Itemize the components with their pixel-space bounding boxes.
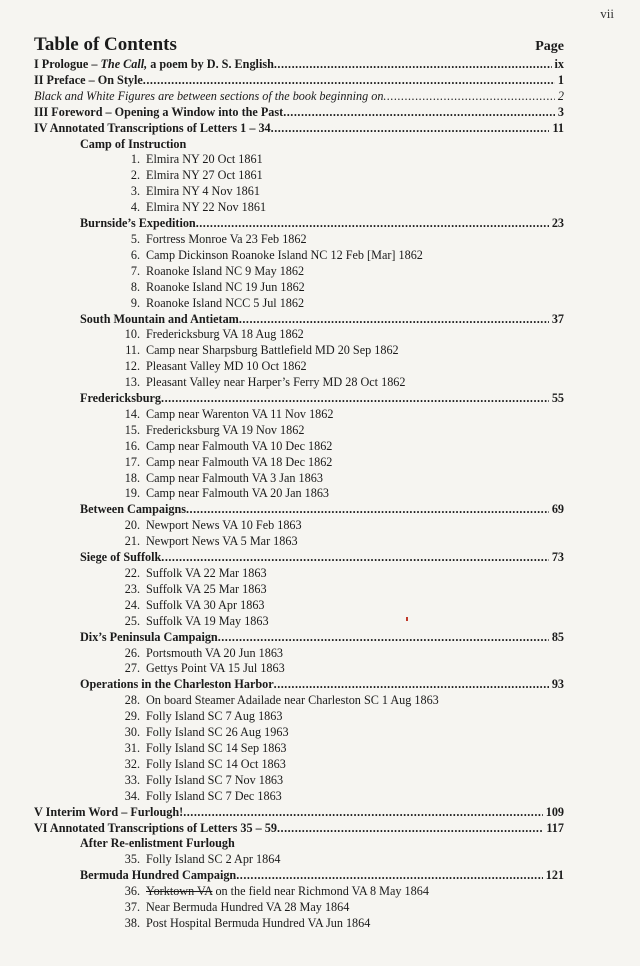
entry-title	[146, 566, 267, 582]
entry-title	[146, 884, 429, 900]
letter-entry	[34, 200, 564, 216]
entry-text: Burnside’s Expedition	[80, 216, 196, 231]
letter-number: 35.	[124, 852, 140, 867]
letter-number: 31.	[124, 740, 140, 755]
dot-leader	[161, 391, 549, 407]
letter-entry	[34, 773, 564, 789]
entry-page: 1	[557, 72, 564, 87]
entry-text: Newport News VA 5 Mar 1863	[146, 534, 298, 549]
section-entry	[34, 216, 564, 232]
entry-title	[34, 805, 183, 821]
dot-leader	[186, 502, 549, 518]
entry-text: Near Bermuda Hundred VA 28 May 1864	[146, 900, 350, 915]
entry-title	[34, 89, 383, 105]
letter-number: 37.	[124, 900, 140, 915]
entry-text: Roanoke Island NC 19 Jun 1862	[146, 279, 305, 294]
entry-page: 93	[551, 677, 564, 692]
entry-text: Gettys Point VA 15 Jul 1863	[146, 661, 285, 676]
entry-title	[80, 312, 239, 328]
chapter-entry	[34, 73, 564, 89]
letter-number: 9.	[130, 295, 140, 310]
section-entry	[34, 868, 564, 884]
entry-page: 11	[552, 120, 564, 135]
entry-text: Folly Island SC 14 Oct 1863	[146, 756, 286, 771]
letter-number: 28.	[124, 693, 140, 708]
letter-entry	[34, 280, 564, 296]
letter-entry	[34, 486, 564, 502]
entry-title	[146, 693, 439, 709]
entry-text: After Re-enlistment Furlough	[80, 836, 235, 851]
entry-title	[146, 168, 263, 184]
entry-title	[146, 280, 305, 296]
letter-number: 17.	[124, 454, 140, 469]
chapter-entry	[34, 89, 564, 105]
letter-entry	[34, 375, 564, 391]
letter-entry	[34, 439, 564, 455]
entry-text: Folly Island SC 7 Aug 1863	[146, 709, 283, 724]
dot-leader	[271, 121, 550, 137]
letter-entry	[34, 757, 564, 773]
entry-text: Pleasant Valley MD 10 Oct 1862	[146, 359, 307, 374]
entry-text: Folly Island SC 14 Sep 1863	[146, 740, 287, 755]
entry-page: ix	[554, 57, 564, 71]
entry-title-suffix: a poem by D. S. English	[147, 57, 274, 71]
letter-number: 34.	[124, 788, 140, 803]
entry-page: 23	[551, 216, 564, 231]
letter-number: 2.	[130, 168, 140, 183]
dot-leader	[143, 73, 555, 89]
entry-text: Roanoke Island NCC 5 Jul 1862	[146, 295, 305, 310]
entry-title	[146, 646, 283, 662]
letter-entry	[34, 582, 564, 598]
entry-text: Roanoke Island NC 9 May 1862	[146, 263, 305, 278]
section-entry	[34, 137, 564, 153]
entry-text: Fredericksburg VA 19 Nov 1862	[146, 422, 305, 437]
entry-title	[146, 423, 304, 439]
entry-text: Fredericksburg	[80, 391, 162, 406]
letter-entry	[34, 455, 564, 471]
entry-title	[146, 789, 282, 805]
entry-title	[146, 598, 265, 614]
chapter-entry	[34, 105, 564, 121]
letter-number: 7.	[130, 263, 140, 278]
letter-entry	[34, 852, 564, 868]
entry-title	[146, 757, 286, 773]
entry-title	[146, 439, 332, 455]
entry-title	[146, 455, 332, 471]
letter-entry	[34, 232, 564, 248]
dot-leader	[239, 312, 549, 328]
letter-number: 33.	[124, 772, 140, 787]
red-mark	[406, 617, 408, 621]
letter-entry	[34, 518, 564, 534]
entry-text: V Interim Word – Furlough!	[34, 804, 184, 819]
letter-entry	[34, 184, 564, 200]
entry-title	[146, 852, 280, 868]
entry-page: 55	[551, 391, 564, 406]
entry-text: Suffolk VA 19 May 1863	[146, 613, 269, 628]
entry-text: Camp near Sharpsburg Battlefield MD 20 Sep 1862	[146, 343, 399, 358]
entry-title	[80, 502, 186, 518]
entry-text: VI Annotated Transcriptions of Letters 35 – 59	[34, 820, 277, 835]
letter-number: 3.	[130, 184, 140, 199]
entry-text: Siege of Suffolk	[80, 550, 162, 565]
letter-entry	[34, 152, 564, 168]
page-number: vii	[600, 6, 614, 21]
dot-leader	[277, 821, 543, 837]
entry-title	[146, 152, 263, 168]
entry-page: 37	[551, 311, 564, 326]
entry-title	[80, 137, 186, 153]
entry-title	[34, 105, 283, 121]
letter-entry	[34, 296, 564, 312]
letter-number: 12.	[124, 359, 140, 374]
page-column-label: Page	[535, 39, 564, 54]
letter-number: 32.	[124, 756, 140, 771]
entry-text: Fredericksburg VA 18 Aug 1862	[146, 327, 304, 342]
letter-number: 10.	[124, 327, 140, 342]
entry-text: Suffolk VA 25 Mar 1863	[146, 581, 267, 596]
entry-text: Dix’s Peninsula Campaign	[80, 629, 218, 644]
letter-number: 38.	[124, 915, 140, 930]
entry-text: Camp near Falmouth VA 10 Dec 1862	[146, 438, 333, 453]
entry-text: Black and White Figures are between sections of the book beginning on	[34, 88, 384, 103]
entry-title	[34, 821, 277, 837]
struck-text: Yorktown VA	[146, 884, 213, 899]
entry-title	[146, 741, 287, 757]
dot-leader	[383, 89, 554, 105]
entry-title	[34, 73, 143, 89]
toc-header	[34, 34, 564, 56]
letter-entry	[34, 646, 564, 662]
dot-leader	[161, 550, 549, 566]
entry-title	[146, 184, 260, 200]
entry-title-prefix: I Prologue –	[34, 57, 101, 71]
letter-entry	[34, 407, 564, 423]
entry-text: Operations in the Charleston Harbor	[80, 677, 274, 692]
entry-page: 121	[545, 868, 564, 883]
entry-text: Elmira NY 27 Oct 1861	[146, 168, 263, 183]
letter-entry	[34, 248, 564, 264]
entry-text: Camp near Falmouth VA 18 Dec 1862	[146, 454, 333, 469]
section-entry	[34, 677, 564, 693]
entry-title	[146, 534, 298, 550]
toc-list	[34, 57, 564, 932]
entry-text: Newport News VA 10 Feb 1863	[146, 518, 302, 533]
letter-number: 25.	[124, 613, 140, 628]
letter-entry	[34, 693, 564, 709]
letter-entry	[34, 741, 564, 757]
entry-title	[146, 725, 289, 741]
entry-title	[146, 343, 399, 359]
letter-entry	[34, 423, 564, 439]
dot-leader	[236, 868, 543, 884]
entry-title	[146, 296, 304, 312]
dot-leader	[274, 677, 549, 693]
letter-number: 13.	[124, 375, 140, 390]
chapter-entry	[34, 57, 564, 73]
letter-number: 29.	[124, 709, 140, 724]
entry-title	[146, 773, 283, 789]
entry-text: Portsmouth VA 20 Jun 1863	[146, 645, 284, 660]
entry-page: 117	[546, 820, 564, 835]
dot-leader	[183, 805, 543, 821]
entry-title	[146, 518, 302, 534]
section-entry	[34, 391, 564, 407]
entry-title	[146, 471, 323, 487]
entry-title	[146, 232, 307, 248]
section-entry	[34, 502, 564, 518]
entry-text: IV Annotated Transcriptions of Letters 1 – 34	[34, 120, 271, 135]
entry-text: on the field near Richmond VA 8 May 1864	[212, 884, 429, 899]
entry-title	[146, 582, 267, 598]
entry-text: Suffolk VA 22 Mar 1863	[146, 566, 267, 580]
entry-title	[80, 550, 161, 566]
entry-page: 2	[557, 88, 564, 103]
letter-number: 26.	[124, 645, 140, 660]
entry-text: III Foreword – Opening a Window into the Past	[34, 104, 284, 119]
letter-entry	[34, 534, 564, 550]
letter-entry	[34, 789, 564, 805]
letter-number: 16.	[124, 438, 140, 453]
entry-text: Camp near Falmouth VA 20 Jan 1863	[146, 486, 330, 501]
entry-title	[146, 375, 405, 391]
section-entry	[34, 630, 564, 646]
entry-text: Camp near Falmouth VA 3 Jan 1863	[146, 470, 323, 485]
letter-number: 36.	[124, 884, 140, 899]
letter-number: 15.	[124, 422, 140, 437]
letter-entry	[34, 598, 564, 614]
entry-page: 85	[551, 629, 564, 644]
letter-entry	[34, 884, 564, 900]
entry-text: II Preface – On Style	[34, 72, 143, 87]
entry-title	[146, 614, 269, 630]
letter-number: 5.	[130, 231, 140, 246]
entry-title	[80, 868, 236, 884]
letter-number: 21.	[124, 534, 140, 549]
entry-title	[34, 57, 274, 73]
letter-number: 8.	[130, 279, 140, 294]
entry-title	[146, 359, 307, 375]
letter-number: 14.	[124, 406, 140, 421]
letter-number: 24.	[124, 597, 140, 612]
letter-number: 4.	[130, 200, 140, 215]
entry-text: Post Hospital Bermuda Hundred VA Jun 1864	[146, 915, 371, 930]
letter-number: 20.	[124, 518, 140, 533]
entry-title-emph: The Call,	[100, 57, 148, 71]
entry-text: South Mountain and Antietam	[80, 311, 239, 326]
entry-title	[146, 407, 333, 423]
entry-text: Camp Dickinson Roanoke Island NC 12 Feb [Mar] 1862	[146, 247, 423, 262]
letter-entry	[34, 168, 564, 184]
entry-text: Camp of Instruction	[80, 136, 187, 151]
entry-title	[146, 661, 285, 677]
letter-entry	[34, 916, 564, 932]
letter-number: 6.	[130, 247, 140, 262]
section-entry	[34, 836, 564, 852]
entry-title	[146, 916, 370, 932]
entry-page: 109	[545, 804, 564, 819]
letter-number: 22.	[124, 566, 140, 580]
chapter-entry	[34, 121, 564, 137]
letter-entry	[34, 900, 564, 916]
toc-title: Table of Contents	[34, 34, 177, 55]
chapter-entry	[34, 805, 564, 821]
entry-title	[146, 709, 282, 725]
entry-text: Folly Island SC 7 Nov 1863	[146, 772, 284, 787]
entry-title	[80, 391, 161, 407]
dot-leader	[283, 105, 555, 121]
letter-number: 27.	[124, 661, 140, 676]
chapter-entry	[34, 821, 564, 837]
letter-entry	[34, 725, 564, 741]
entry-text: Bermuda Hundred Campaign	[80, 868, 237, 883]
entry-title	[80, 677, 274, 693]
entry-text: Elmira NY 4 Nov 1861	[146, 184, 260, 199]
entry-page: 69	[551, 502, 564, 517]
entry-title	[80, 630, 218, 646]
letter-number: 18.	[124, 470, 140, 485]
letter-number: 23.	[124, 581, 140, 596]
letter-number: 30.	[124, 725, 140, 740]
entry-title	[146, 264, 304, 280]
entry-text: Elmira NY 20 Oct 1861	[146, 152, 263, 167]
section-entry	[34, 312, 564, 328]
letter-entry	[34, 471, 564, 487]
entry-title	[34, 121, 271, 137]
entry-text: Pleasant Valley near Harper’s Ferry MD 28 Oct 1862	[146, 375, 406, 390]
letter-entry	[34, 614, 564, 630]
letter-number: 1.	[130, 152, 140, 167]
letter-entry	[34, 264, 564, 280]
entry-page: 3	[557, 104, 564, 119]
letter-entry	[34, 566, 564, 582]
entry-title	[146, 900, 349, 916]
dot-leader	[218, 630, 549, 646]
letter-number: 11.	[125, 343, 140, 358]
entry-text: Elmira NY 22 Nov 1861	[146, 200, 267, 215]
entry-page: 73	[551, 550, 564, 565]
letter-entry	[34, 661, 564, 677]
dot-leader	[196, 216, 549, 232]
entry-text: On board Steamer Adailade near Charleston SC 1 Aug 1863	[146, 693, 439, 708]
entry-title	[80, 216, 196, 232]
dot-leader	[274, 57, 552, 73]
letter-entry	[34, 709, 564, 725]
letter-entry	[34, 343, 564, 359]
entry-title	[146, 200, 266, 216]
letter-entry	[34, 327, 564, 343]
entry-text: Suffolk VA 30 Apr 1863	[146, 597, 265, 612]
letter-number: 19.	[124, 486, 140, 501]
entry-text: Fortress Monroe Va 23 Feb 1862	[146, 231, 307, 246]
section-entry	[34, 550, 564, 566]
entry-title	[146, 248, 423, 264]
entry-text: Between Campaigns	[80, 502, 186, 517]
entry-text: Folly Island SC 2 Apr 1864	[146, 852, 281, 867]
entry-text: Folly Island SC 26 Aug 1963	[146, 725, 289, 740]
entry-title	[80, 836, 235, 852]
entry-title	[146, 486, 329, 502]
entry-title	[146, 327, 304, 343]
entry-text: Folly Island SC 7 Dec 1863	[146, 788, 282, 803]
entry-text: Camp near Warenton VA 11 Nov 1862	[146, 406, 334, 421]
letter-entry	[34, 359, 564, 375]
